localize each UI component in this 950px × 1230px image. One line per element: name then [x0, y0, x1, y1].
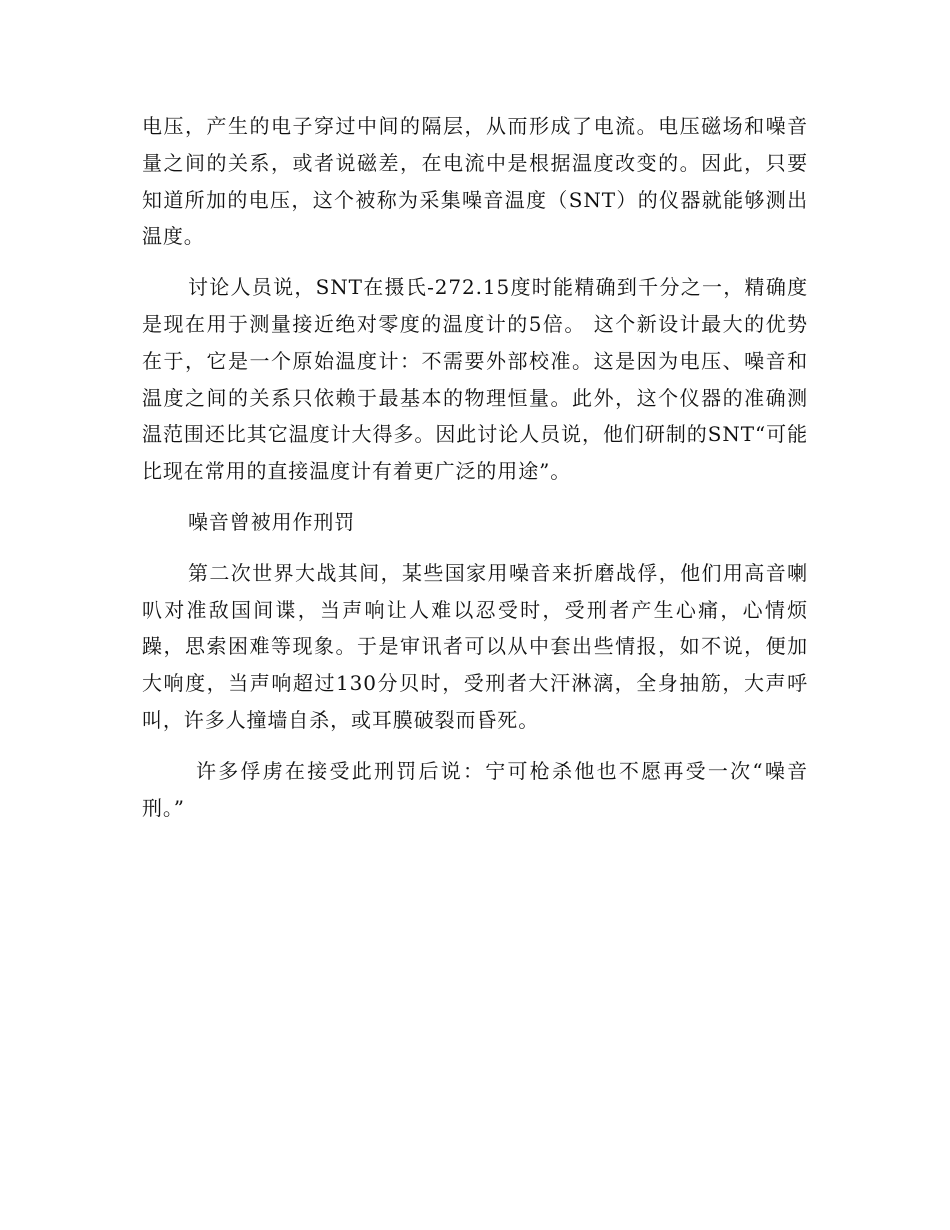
paragraph-electric-current: 电压，产生的电子穿过中间的隔层，从而形成了电流。电压磁场和噪音量之间的关系，或者说磁差，在电流中是根据温度改变的。因此，只要知道所加的电压，这个被称为采集噪音温度（SNT）的仪器就能够测出温度。 [142, 114, 808, 249]
paragraph-prisoner-quote: 许多俘虏在接受此刑罚后说：宁可枪杀他也不愿再受一次“噪音刑。” [142, 758, 808, 820]
paragraph-snt-thermometer: 讨论人员说，SNT在摄氏-272.15度时能精确到千分之一，精确度是现在用于测量接近绝对零度的温度计的5倍。 这个新设计最大的优势在于，它是一个原始温度计：不需要外部校准。这是因为电压、噪音和温度之间的关系只依赖于最基本的物理恒量。此外，这个仪器的准确测温范围还比其它温度计大得多。因此讨论人员说，他们研制的SNT“可能比现在常用的直接温度计有着更广泛的用途”。 [142, 275, 808, 484]
paragraph-wwii-noise-torture: 第二次世界大战其间，某些国家用噪音来折磨战俘，他们用高音喇叭对准敌国间谍，当声响让人难以忍受时，受刑者产生心痛，心情烦躁，思索困难等现象。于是审讯者可以从中套出些情报，如不说，便加大响度，当声响超过130分贝时，受刑者大汗淋漓，全身抽筋，大声呼叫，许多人撞墙自杀，或耳膜破裂而昏死。 [142, 560, 808, 732]
document-body [142, 108, 808, 840]
section-heading-noise-punishment: 噪音曾被用作刑罚 [188, 509, 356, 534]
